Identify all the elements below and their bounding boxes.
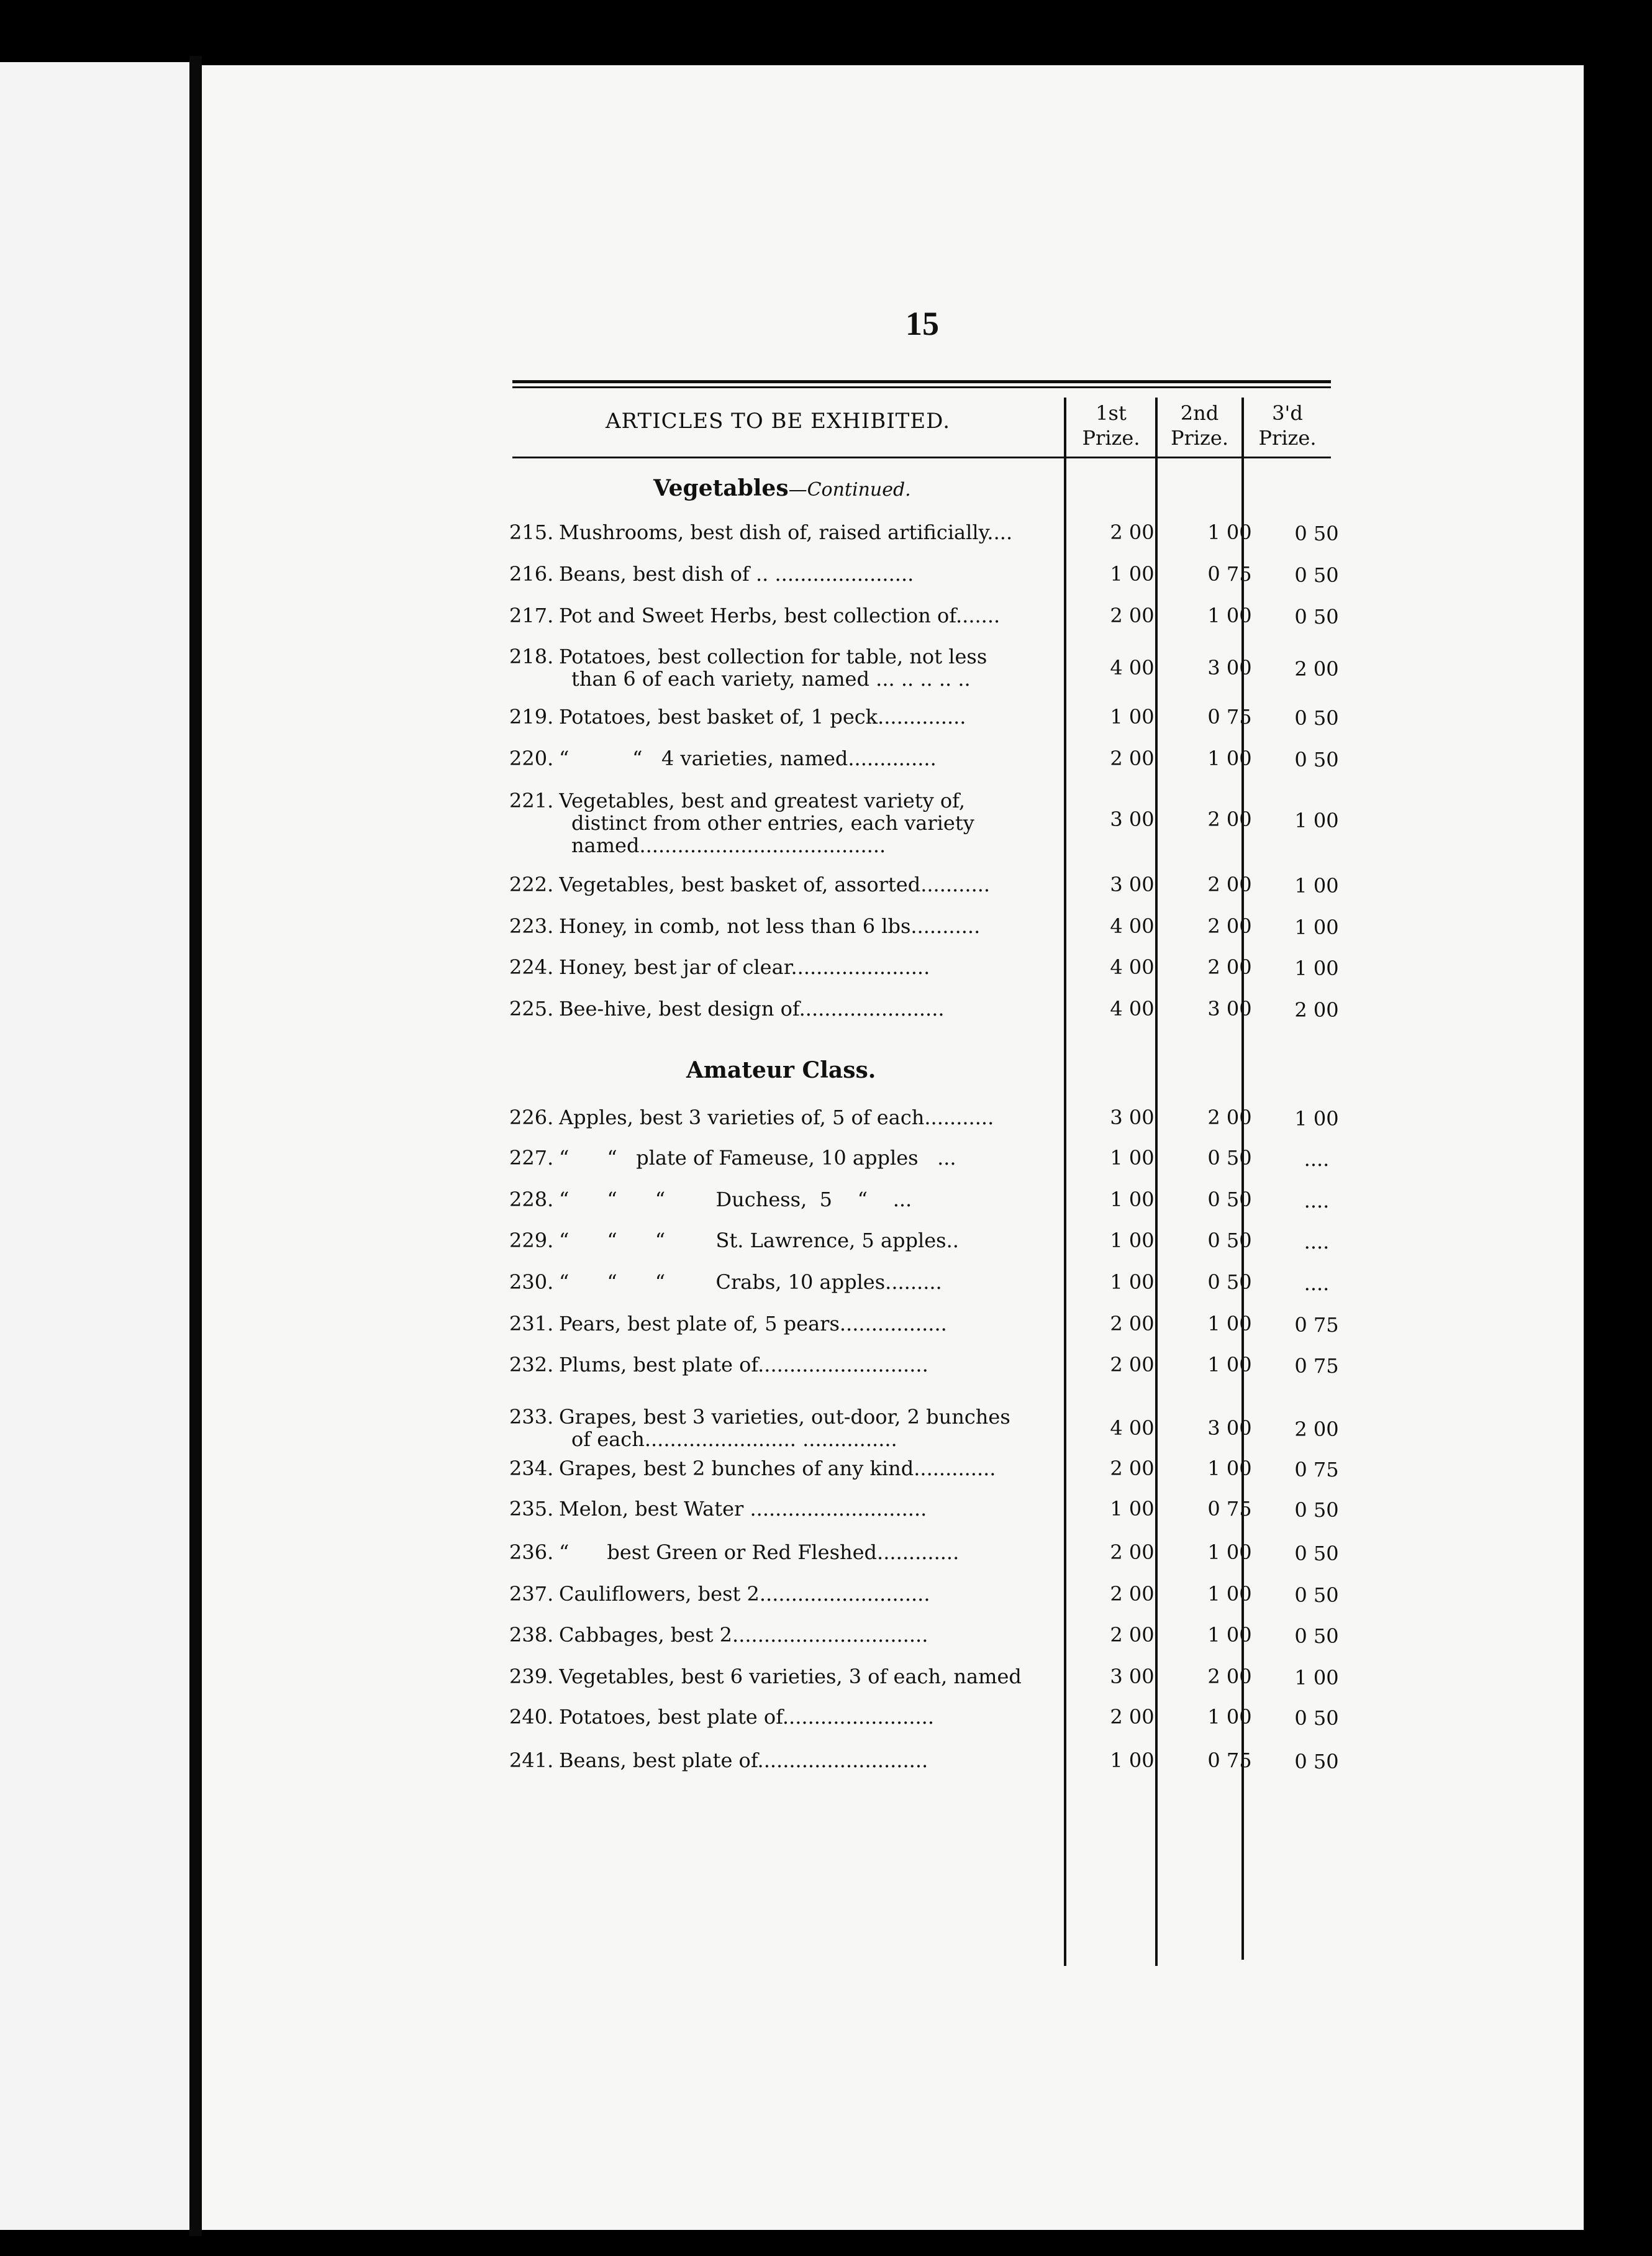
item-description: Beans, best plate of........................... (559, 1749, 928, 1772)
first-prize-value: 3 00 (1110, 807, 1155, 831)
third-prize-header (1244, 401, 1331, 450)
third-prize-value: 1 00 (1294, 1107, 1339, 1130)
item-number: 230. (509, 1270, 554, 1294)
second-prize-value: 3 00 (1207, 656, 1252, 680)
third-prize-value: 0 50 (1294, 1542, 1339, 1565)
item-description-line2: than 6 of each variety, named ... .. .. .. .. (571, 667, 971, 691)
section-vegetables-title: Vegetables (653, 475, 789, 501)
first-prize-value: 1 00 (1110, 1270, 1155, 1294)
page-number: 15 (905, 305, 939, 342)
item-number: 228. (509, 1188, 554, 1211)
item-number: 219. (509, 705, 554, 729)
third-prize-header-line1: 3'd (1272, 401, 1303, 425)
second-prize-header-line1: 2nd (1180, 401, 1219, 425)
table-row (509, 1312, 1339, 1337)
table-row (509, 1705, 1339, 1730)
table-row (509, 1353, 1339, 1378)
first-prize-value: 1 00 (1110, 1229, 1155, 1252)
table-row (509, 873, 1339, 898)
item-number: 221. (509, 789, 554, 812)
first-prize-value: 2 00 (1110, 604, 1155, 627)
second-prize-value: 1 00 (1207, 1582, 1252, 1606)
item-description: Cauliflowers, best 2........................... (559, 1582, 930, 1606)
table-row (509, 521, 1339, 545)
item-number: 236. (509, 1540, 554, 1564)
second-prize-value: 2 00 (1207, 1665, 1252, 1688)
second-prize-value: 0 50 (1207, 1229, 1252, 1252)
second-prize-value: 1 00 (1207, 604, 1252, 627)
third-prize-value: 1 00 (1294, 916, 1339, 939)
item-description: Apples, best 3 varieties of, 5 of each........... (559, 1106, 994, 1129)
third-prize-value: 2 00 (1294, 657, 1339, 681)
item-number: 225. (509, 997, 554, 1021)
first-prize-value: 1 00 (1110, 1146, 1155, 1170)
item-description: “ “ 4 varieties, named.............. (559, 747, 937, 770)
second-prize-value: 0 50 (1207, 1146, 1252, 1170)
first-prize-value: 1 00 (1110, 1749, 1155, 1772)
table-row (509, 1405, 1339, 1452)
third-prize-value: .... (1304, 1271, 1330, 1295)
second-prize-value: 0 50 (1207, 1188, 1252, 1211)
third-prize-value: 1 00 (1294, 874, 1339, 898)
first-prize-value: 3 00 (1110, 873, 1155, 896)
item-number: 215. (509, 521, 554, 544)
second-prize-value: 1 00 (1207, 1457, 1252, 1480)
second-prize-value: 0 75 (1207, 705, 1252, 729)
first-prize-value: 2 00 (1110, 1457, 1155, 1480)
item-description: Pears, best plate of, 5 pears................. (559, 1312, 947, 1335)
first-prize-value: 4 00 (1110, 997, 1155, 1021)
second-prize-value: 1 00 (1207, 521, 1252, 544)
table-row (509, 1229, 1329, 1253)
item-description: “ “ “ Crabs, 10 apples......... (559, 1270, 942, 1294)
item-description: Potatoes, best plate of........................ (559, 1705, 934, 1729)
item-description: “ “ “ Duchess, 5 “ ... (559, 1188, 912, 1211)
item-description: Grapes, best 2 bunches of any kind............. (559, 1457, 996, 1480)
first-prize-value: 1 00 (1110, 562, 1155, 586)
table-row (509, 955, 1339, 980)
first-prize-value: 2 00 (1110, 1582, 1155, 1606)
third-prize-value: 0 50 (1294, 605, 1339, 629)
item-description-line2: of each........................ ............... (571, 1427, 897, 1451)
facing-page-edge (0, 62, 189, 2230)
second-prize-value: 1 00 (1207, 747, 1252, 770)
first-prize-value: 4 00 (1110, 955, 1155, 979)
first-prize-value: 3 00 (1110, 1665, 1155, 1688)
second-prize-value: 1 00 (1207, 1353, 1252, 1376)
item-number: 232. (509, 1353, 554, 1376)
section-vegetables-suffix: —Continued. (788, 479, 911, 501)
table-row (509, 1665, 1339, 1690)
first-prize-value: 4 00 (1110, 914, 1155, 938)
first-prize-value: 4 00 (1110, 656, 1155, 680)
item-number: 222. (509, 873, 554, 896)
second-prize-value: 1 00 (1207, 1705, 1252, 1729)
second-prize-value: 1 00 (1207, 1623, 1252, 1647)
item-description: Beans, best dish of .. ...................... (559, 562, 914, 586)
table-row (509, 914, 1339, 939)
item-number: 231. (509, 1312, 554, 1335)
item-number: 234. (509, 1457, 554, 1480)
first-prize-value: 2 00 (1110, 521, 1155, 544)
item-description: Melon, best Water ............................ (559, 1497, 927, 1521)
item-description-line3: named....................................... (571, 834, 886, 857)
header-top-rule-thin (512, 386, 1331, 388)
table-row (509, 747, 1339, 771)
section-amateur: Amateur Class. (686, 1057, 876, 1083)
item-number: 240. (509, 1705, 554, 1729)
second-prize-value: 3 00 (1207, 997, 1252, 1021)
first-prize-value: 1 00 (1110, 1497, 1155, 1521)
third-prize-value: 1 00 (1294, 809, 1339, 832)
table-row (509, 1540, 1339, 1565)
header-bottom-rule (512, 457, 1331, 458)
first-prize-value: 3 00 (1110, 1106, 1155, 1129)
first-prize-value: 2 00 (1110, 1353, 1155, 1376)
third-prize-value: .... (1304, 1230, 1330, 1253)
item-number: 233. (509, 1405, 554, 1429)
item-description: Pot and Sweet Herbs, best collection of....... (559, 604, 1001, 627)
item-description: Potatoes, best collection for table, not less (559, 645, 987, 668)
third-prize-value: .... (1304, 1147, 1330, 1171)
item-number: 220. (509, 747, 554, 770)
item-number: 239. (509, 1665, 554, 1688)
second-prize-value: 2 00 (1207, 955, 1252, 979)
item-description: Plums, best plate of........................... (559, 1353, 928, 1376)
item-number: 235. (509, 1497, 554, 1521)
item-description: Cabbages, best 2............................... (559, 1623, 928, 1647)
second-prize-value: 0 75 (1207, 1497, 1252, 1521)
first-prize-value: 2 00 (1110, 747, 1155, 770)
first-prize-value: 1 00 (1110, 1188, 1155, 1211)
third-prize-value: 0 50 (1294, 563, 1339, 587)
table-row (509, 1188, 1329, 1212)
second-prize-value: 0 75 (1207, 562, 1252, 586)
third-prize-value: 0 50 (1294, 748, 1339, 771)
page-edge-shadow (1584, 65, 1652, 2230)
first-prize-value: 2 00 (1110, 1540, 1155, 1564)
item-number: 229. (509, 1229, 554, 1252)
third-prize-header-line2: Prize. (1258, 426, 1317, 450)
first-prize-header (1067, 401, 1155, 450)
third-prize-value: 2 00 (1294, 1417, 1339, 1441)
third-prize-value: 0 75 (1294, 1313, 1339, 1337)
second-prize-value: 1 00 (1207, 1312, 1252, 1335)
first-prize-value: 2 00 (1110, 1705, 1155, 1729)
item-description: Grapes, best 3 varieties, out-door, 2 bunches (559, 1405, 1010, 1429)
item-number: 218. (509, 645, 554, 668)
column-divider-1 (1064, 398, 1066, 1966)
first-prize-header-line2: Prize. (1082, 426, 1140, 450)
second-prize-header (1158, 401, 1241, 450)
item-number: 237. (509, 1582, 554, 1606)
item-number: 241. (509, 1749, 554, 1772)
item-number: 226. (509, 1106, 554, 1129)
table-row (509, 604, 1339, 629)
item-description-line2: distinct from other entries, each variety (571, 811, 974, 835)
third-prize-value: .... (1304, 1189, 1330, 1212)
header-top-rule (512, 380, 1331, 383)
articles-header: ARTICLES TO BE EXHIBITED. (606, 409, 951, 434)
second-prize-value: 0 75 (1207, 1749, 1252, 1772)
third-prize-value: 0 50 (1294, 1498, 1339, 1522)
item-description: Honey, in comb, not less than 6 lbs........... (559, 914, 981, 938)
table-row (509, 1749, 1339, 1773)
second-prize-value: 0 50 (1207, 1270, 1252, 1294)
item-number: 227. (509, 1146, 554, 1170)
table-row (509, 1497, 1339, 1522)
item-number: 217. (509, 604, 554, 627)
third-prize-value: 0 75 (1294, 1354, 1339, 1378)
first-prize-value: 4 00 (1110, 1416, 1155, 1440)
table-row (509, 1457, 1339, 1481)
second-prize-value: 2 00 (1207, 807, 1252, 831)
second-prize-value: 3 00 (1207, 1416, 1252, 1440)
item-description: Vegetables, best and greatest variety of, (559, 789, 966, 812)
third-prize-value: 0 50 (1294, 1750, 1339, 1773)
second-prize-value: 2 00 (1207, 873, 1252, 896)
table-row (509, 1582, 1339, 1607)
first-prize-value: 2 00 (1110, 1623, 1155, 1647)
second-prize-header-line2: Prize. (1170, 426, 1229, 450)
item-number: 238. (509, 1623, 554, 1647)
third-prize-value: 2 00 (1294, 998, 1339, 1022)
table-row (509, 1106, 1339, 1130)
first-prize-header-line1: 1st (1096, 401, 1127, 425)
third-prize-value: 0 50 (1294, 1706, 1339, 1730)
table-row (509, 997, 1339, 1022)
item-description: Bee-hive, best design of....................... (559, 997, 945, 1021)
first-prize-value: 1 00 (1110, 705, 1155, 729)
table-row (509, 645, 1339, 691)
item-number: 224. (509, 955, 554, 979)
item-number: 223. (509, 914, 554, 938)
item-description: Vegetables, best basket of, assorted........... (559, 873, 991, 896)
section-vegetables (653, 475, 911, 501)
item-description: Potatoes, best basket of, 1 peck.............. (559, 705, 966, 729)
third-prize-value: 0 50 (1294, 522, 1339, 545)
item-description: Honey, best jar of clear...................... (559, 955, 930, 979)
second-prize-value: 2 00 (1207, 914, 1252, 938)
third-prize-value: 0 50 (1294, 706, 1339, 730)
column-divider-2 (1155, 398, 1158, 1966)
table-row (509, 1270, 1329, 1295)
first-prize-value: 2 00 (1110, 1312, 1155, 1335)
table-row (509, 1623, 1339, 1648)
second-prize-value: 2 00 (1207, 1106, 1252, 1129)
table-row (509, 789, 1339, 857)
third-prize-value: 0 75 (1294, 1458, 1339, 1481)
table-row (509, 1146, 1329, 1171)
item-description: “ “ “ St. Lawrence, 5 apples.. (559, 1229, 959, 1252)
item-number: 216. (509, 562, 554, 586)
item-description: “ best Green or Red Fleshed............. (559, 1540, 960, 1564)
book-gutter (189, 56, 202, 2236)
third-prize-value: 1 00 (1294, 1666, 1339, 1690)
item-description: Mushrooms, best dish of, raised artificially.... (559, 521, 1013, 544)
third-prize-value: 1 00 (1294, 957, 1339, 980)
third-prize-value: 0 50 (1294, 1583, 1339, 1607)
table-row (509, 705, 1339, 730)
second-prize-value: 1 00 (1207, 1540, 1252, 1564)
table-row (509, 562, 1339, 587)
item-description: Vegetables, best 6 varieties, 3 of each, named (559, 1665, 1022, 1688)
third-prize-value: 0 50 (1294, 1624, 1339, 1648)
item-description: “ “ plate of Fameuse, 10 apples ... (559, 1146, 956, 1170)
